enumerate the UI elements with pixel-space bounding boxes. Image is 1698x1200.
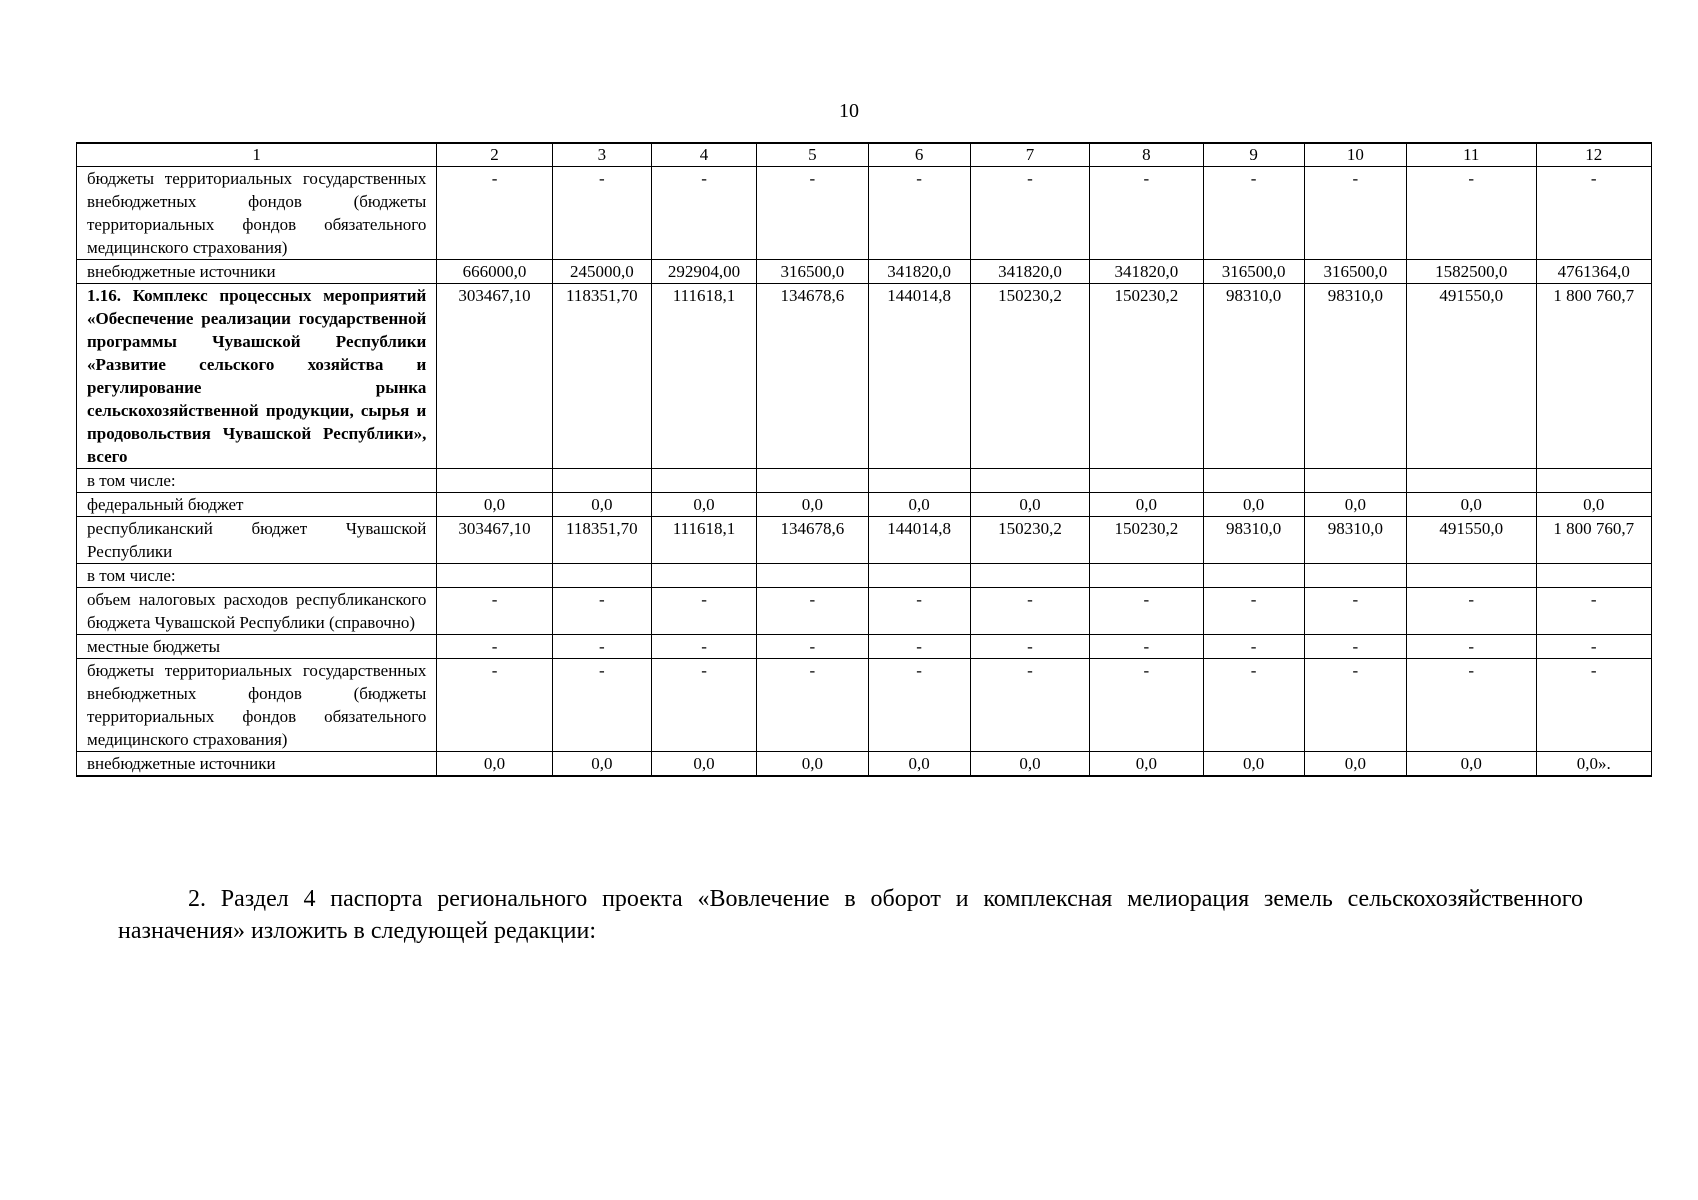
value-cell: 0,0 [437,752,552,777]
value-cell: 0,0 [552,752,651,777]
value-cell: - [651,167,756,260]
value-cell [1536,469,1651,493]
value-cell [1536,564,1651,588]
value-cell: 0,0 [1536,493,1651,517]
header-cell: 2 [437,143,552,167]
value-cell: 98310,0 [1304,284,1406,469]
value-cell [757,469,868,493]
header-cell: 12 [1536,143,1651,167]
value-cell: - [552,659,651,752]
row-label: федеральный бюджет [77,493,437,517]
header-cell: 11 [1406,143,1536,167]
value-cell: 0,0 [1090,752,1203,777]
value-cell: 144014,8 [868,517,970,564]
value-cell: 303467,10 [437,284,552,469]
table-row [77,588,1652,635]
value-cell [1406,469,1536,493]
value-cell [970,469,1089,493]
value-cell [1304,564,1406,588]
value-cell: 0,0 [651,493,756,517]
value-cell: 316500,0 [1203,260,1304,284]
value-cell: 0,0 [1304,752,1406,777]
value-cell: - [437,635,552,659]
value-cell: - [757,635,868,659]
value-cell: 98310,0 [1203,517,1304,564]
table-row [77,517,1652,564]
value-cell: 134678,6 [757,517,868,564]
header-cell: 9 [1203,143,1304,167]
value-cell: - [651,659,756,752]
table-row [77,469,1652,493]
value-cell: - [552,635,651,659]
value-cell: - [1304,635,1406,659]
value-cell: - [1406,167,1536,260]
row-label: в том числе: [77,469,437,493]
value-cell [868,469,970,493]
value-cell: - [1203,167,1304,260]
value-cell: 0,0 [651,752,756,777]
value-cell [1304,469,1406,493]
row-label: внебюджетные источники [77,752,437,777]
value-cell: 0,0 [1406,493,1536,517]
value-cell: 0,0 [1203,752,1304,777]
table-row [77,659,1652,752]
value-cell: - [1304,167,1406,260]
value-cell: 0,0 [868,493,970,517]
value-cell: - [437,167,552,260]
value-cell: 150230,2 [1090,284,1203,469]
value-cell [651,469,756,493]
row-label: объем налоговых расходов республиканского бюджета Чувашской Республики (справочно) [77,588,437,635]
row-label: в том числе: [77,564,437,588]
table-header-row [77,143,1652,167]
value-cell: - [1304,659,1406,752]
value-cell: 0,0 [757,493,868,517]
value-cell: - [970,588,1089,635]
value-cell: - [757,167,868,260]
value-cell: - [1406,659,1536,752]
header-cell: 8 [1090,143,1203,167]
value-cell: - [970,635,1089,659]
value-cell: 0,0 [1203,493,1304,517]
value-cell: 316500,0 [1304,260,1406,284]
value-cell: 150230,2 [970,517,1089,564]
value-cell [868,564,970,588]
value-cell: 666000,0 [437,260,552,284]
value-cell: 144014,8 [868,284,970,469]
row-label: бюджеты территориальных государственных внебюджетных фондов (бюджеты территориальных фондов обязательного медицинского страхования) [77,167,437,260]
value-cell: 134678,6 [757,284,868,469]
header-cell: 7 [970,143,1089,167]
row-label: 1.16. Комплекс процессных мероприятий «Обеспечение реализации государственной программы Чувашской Республики «Развитие сельского хозяйства и регулирование рынка сельскохозяйственной продукции, сырья и продовольствия Чувашской Республики», всего [77,284,437,469]
value-cell: - [1536,635,1651,659]
value-cell: 341820,0 [868,260,970,284]
value-cell [970,564,1089,588]
value-cell: - [1090,635,1203,659]
row-label: местные бюджеты [77,635,437,659]
table-row [77,284,1652,469]
value-cell: - [970,659,1089,752]
header-cell: 10 [1304,143,1406,167]
table-row [77,635,1652,659]
value-cell: - [1536,659,1651,752]
budget-table [76,142,1652,777]
value-cell: 1 800 760,7 [1536,284,1651,469]
row-label: внебюджетные источники [77,260,437,284]
value-cell: 0,0 [437,493,552,517]
value-cell: - [1203,659,1304,752]
table-row [77,564,1652,588]
value-cell: 150230,2 [970,284,1089,469]
header-cell: 4 [651,143,756,167]
value-cell [552,564,651,588]
value-cell: - [1304,588,1406,635]
value-cell: - [437,659,552,752]
value-cell [651,564,756,588]
value-cell: - [868,635,970,659]
value-cell: 0,0 [1406,752,1536,777]
value-cell: 316500,0 [757,260,868,284]
value-cell: 118351,70 [552,284,651,469]
value-cell [1203,564,1304,588]
value-cell: 111618,1 [651,284,756,469]
value-cell [757,564,868,588]
value-cell: 0,0 [1090,493,1203,517]
value-cell: - [757,659,868,752]
value-cell: 341820,0 [970,260,1089,284]
value-cell: - [1090,659,1203,752]
value-cell: 245000,0 [552,260,651,284]
value-cell: - [1090,167,1203,260]
value-cell [1090,564,1203,588]
table-row [77,752,1652,777]
value-cell [1203,469,1304,493]
value-cell: 1 800 760,7 [1536,517,1651,564]
value-cell: 292904,00 [651,260,756,284]
header-cell: 6 [868,143,970,167]
value-cell: 98310,0 [1304,517,1406,564]
value-cell: 1582500,0 [1406,260,1536,284]
value-cell: 150230,2 [1090,517,1203,564]
value-cell: 0,0 [552,493,651,517]
row-label: бюджеты территориальных государственных внебюджетных фондов (бюджеты территориальных фондов обязательного медицинского страхования) [77,659,437,752]
value-cell [437,469,552,493]
value-cell: - [1536,167,1651,260]
value-cell: - [552,588,651,635]
value-cell: - [437,588,552,635]
value-cell: 491550,0 [1406,517,1536,564]
header-cell: 5 [757,143,868,167]
value-cell: - [651,588,756,635]
value-cell: 118351,70 [552,517,651,564]
value-cell: 341820,0 [1090,260,1203,284]
table-row [77,167,1652,260]
value-cell: 0,0 [970,752,1089,777]
value-cell: - [651,635,756,659]
table-row [77,493,1652,517]
value-cell [1406,564,1536,588]
header-cell: 3 [552,143,651,167]
value-cell [437,564,552,588]
value-cell: - [970,167,1089,260]
value-cell: - [868,659,970,752]
value-cell: 4761364,0 [1536,260,1651,284]
value-cell: 491550,0 [1406,284,1536,469]
value-cell [1090,469,1203,493]
value-cell: - [1406,635,1536,659]
value-cell: 0,0 [757,752,868,777]
page-number: 10 [839,100,859,122]
instruction-paragraph: 2. Раздел 4 паспорта регионального проекта «Вовлечение в оборот и комплексная мелиорация земель сельскохозяйственного назначения» изложить в следующей редакции: [118,886,1583,944]
table-body [77,143,1652,776]
value-cell: - [757,588,868,635]
value-cell: 303467,10 [437,517,552,564]
value-cell: 0,0 [1304,493,1406,517]
value-cell: - [1090,588,1203,635]
value-cell [552,469,651,493]
table-row [77,260,1652,284]
value-cell: 111618,1 [651,517,756,564]
value-cell: - [868,588,970,635]
row-label: республиканский бюджет Чувашской Республики [77,517,437,564]
value-cell: - [1406,588,1536,635]
value-cell: 98310,0 [1203,284,1304,469]
header-cell: 1 [77,143,437,167]
value-cell: 0,0 [868,752,970,777]
value-cell: - [1536,588,1651,635]
value-cell: 0,0». [1536,752,1651,777]
value-cell: 0,0 [970,493,1089,517]
value-cell: - [1203,588,1304,635]
value-cell: - [552,167,651,260]
value-cell: - [1203,635,1304,659]
value-cell: - [868,167,970,260]
